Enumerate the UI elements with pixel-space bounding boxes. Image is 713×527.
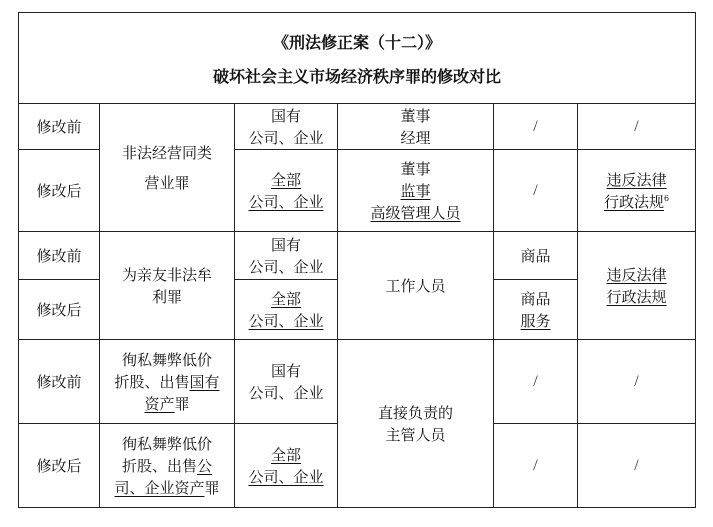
entity-line: 国有 [270,361,301,380]
subject-line-changed: 监事 [400,181,431,200]
empty-slash-cell: / [578,424,696,508]
empty-slash-cell: / [494,104,578,150]
entity-line-changed: 全部 [270,445,301,464]
entity-line: 国有 [270,106,301,125]
subject-cell [338,340,494,508]
empty-slash-cell: / [494,150,578,232]
title-row [19,13,696,104]
crime-name-part-changed: 国有 [189,372,220,391]
subject-cell: 工作人员 [338,232,494,340]
crime-name-cell [100,340,235,424]
law-line-changed: 违反法律 [606,170,667,189]
entity-line-changed: 公司、企业 [248,311,324,330]
comparison-document [18,12,696,508]
crime-name-part: 折股、出售 [121,456,197,475]
crime-name-line: 营业罪 [144,173,190,192]
crime-name-part-changed: 司、企业资产 [114,478,205,497]
crime-name-part: 折股、出售 [114,372,190,391]
subject-cell [338,104,494,150]
subject-line: 主管人员 [385,425,446,444]
row-label-before: 修改前 [19,232,100,280]
row-label-after: 修改后 [19,150,100,232]
crime-name-part-changed: 公 [197,456,213,475]
table-row [19,104,696,150]
table-row [19,232,696,280]
crime-name-line: 利罪 [151,287,182,306]
empty-slash-cell: / [578,104,696,150]
subject-line-changed: 高级管理人员 [370,203,461,222]
entity-line: 公司、企业 [248,383,324,402]
crime-name-part: 罪 [204,478,220,497]
subject-line: 经理 [400,128,431,147]
entity-cell [235,280,338,340]
crime-name-line: 非法经营同类 [121,143,212,162]
entity-line-changed: 全部 [270,289,301,308]
empty-slash-cell: / [578,340,696,424]
law-line-changed: 违反法律 [606,265,667,284]
comparison-table [18,12,696,508]
entity-cell [235,104,338,150]
entity-cell [235,150,338,232]
crime-name-line: 徇私舞弊低价 [121,434,212,453]
subject-cell [338,150,494,232]
law-line-changed: 行政法规 [603,192,664,211]
subject-line: 直接负责的 [377,403,453,422]
table-title [19,13,696,104]
object-line: 商品 [520,289,551,308]
row-label-before: 修改前 [19,340,100,424]
crime-name-cell [100,104,235,232]
object-cell [494,280,578,340]
empty-slash-cell: / [494,340,578,424]
law-line-changed: 行政法规 [606,287,667,306]
title-line-2: 破坏社会主义市场经济秩序罪的修改对比 [213,67,502,86]
entity-line-changed: 全部 [270,170,301,189]
entity-cell [235,232,338,280]
row-label-after: 修改后 [19,424,100,508]
title-line-1: 《刑法修正案（十二）》 [273,33,442,52]
entity-cell [235,424,338,508]
crime-name-line: 徇私舞弊低价 [121,350,212,369]
crime-name-line: 为亲友非法牟 [121,265,212,284]
entity-line: 公司、企业 [248,128,324,147]
subject-line: 董事 [400,159,431,178]
empty-slash-cell: / [494,424,578,508]
entity-line-changed: 公司、企业 [248,192,324,211]
entity-line-changed: 公司、企业 [248,467,324,486]
law-cell [578,150,696,232]
entity-line: 公司、企业 [248,257,324,276]
entity-cell [235,340,338,424]
row-label-after: 修改后 [19,280,100,340]
entity-line: 国有 [270,235,301,254]
object-line-changed: 服务 [520,311,551,330]
crime-name-cell [100,424,235,508]
crime-name-part-changed: 资产 [144,394,175,413]
footnote-marker: 6 [663,193,670,203]
crime-name-part: 罪 [174,394,190,413]
table-row [19,340,696,424]
law-cell [578,232,696,340]
subject-line: 董事 [400,106,431,125]
crime-name-cell [100,232,235,340]
object-cell: 商品 [494,232,578,280]
row-label-before: 修改前 [19,104,100,150]
